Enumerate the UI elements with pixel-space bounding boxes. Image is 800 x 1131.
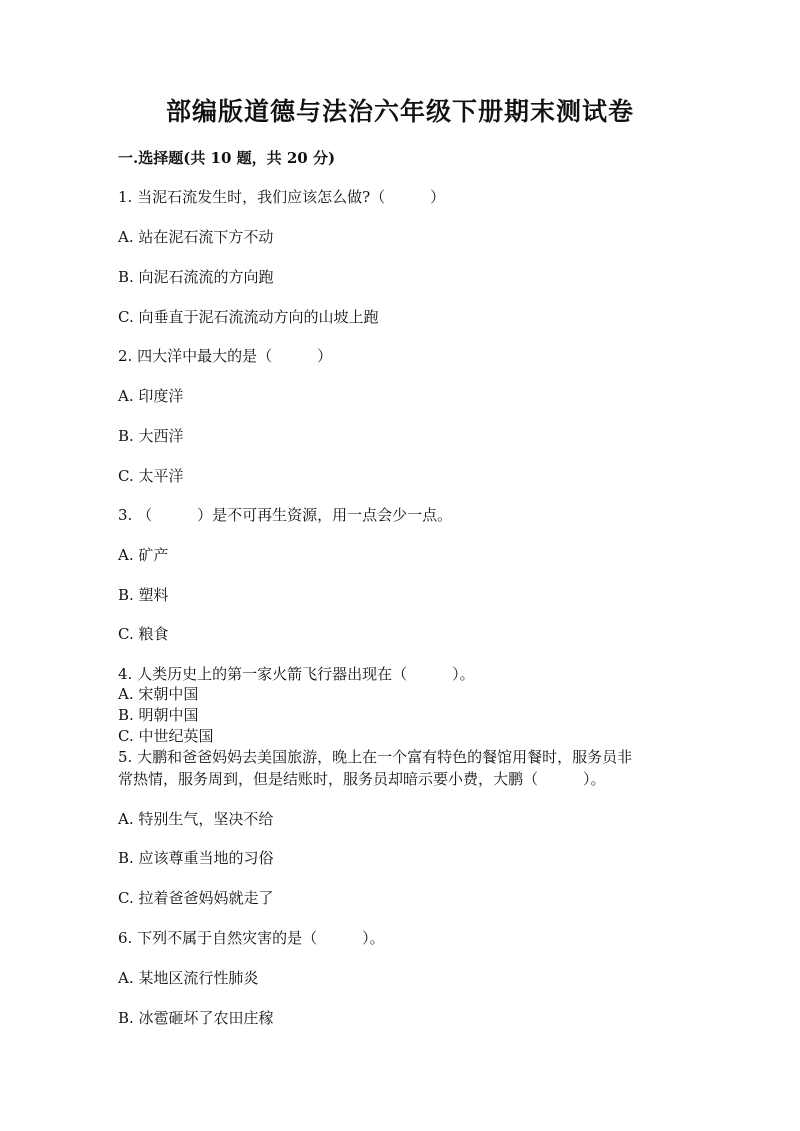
question-2-stem: 2. 四大洋中最大的是（ ） <box>118 347 333 365</box>
question-3-option-b: B. 塑料 <box>118 586 169 604</box>
page-title: 部编版道德与法治六年级下册期末测试卷 <box>165 97 634 126</box>
question-5-option-c: C. 拉着爸爸妈妈就走了 <box>118 889 274 907</box>
question-3-option-a: A. 矿产 <box>118 546 169 564</box>
question-5-option-a: A. 特别生气，坚决不给 <box>118 810 274 828</box>
question-2-option-a: A. 印度洋 <box>118 387 184 405</box>
question-6-stem: 6. 下列不属于自然灾害的是（ ）。 <box>118 929 385 947</box>
question-1-option-b: B. 向泥石流流的方向跑 <box>118 268 274 286</box>
question-4-option-b: B. 明朝中国 <box>118 706 199 724</box>
question-4-option-a: A. 宋朝中国 <box>118 685 199 703</box>
question-4-option-c: C. 中世纪英国 <box>118 727 214 745</box>
question-5-stem-line-2: 常热情，服务周到，但是结账时，服务员却暗示要小费，大鹏（ ）。 <box>118 770 606 788</box>
section-heading: 一.选择题(共 10 题，共 20 分) <box>118 149 336 167</box>
question-6-option-a: A. 某地区流行性肺炎 <box>118 969 259 987</box>
question-6-option-b: B. 冰雹砸坏了农田庄稼 <box>118 1009 274 1027</box>
question-1-option-a: A. 站在泥石流下方不动 <box>118 228 274 246</box>
question-1-option-c: C. 向垂直于泥石流流动方向的山坡上跑 <box>118 308 379 326</box>
question-3-option-c: C. 粮食 <box>118 625 169 643</box>
question-3-stem: 3. （ ）是不可再生资源，用一点会少一点。 <box>118 506 453 524</box>
question-5-option-b: B. 应该尊重当地的习俗 <box>118 849 274 867</box>
question-2-option-c: C. 太平洋 <box>118 467 184 485</box>
question-2-option-b: B. 大西洋 <box>118 427 184 445</box>
question-4-stem: 4. 人类历史上的第一家火箭飞行器出现在（ ）。 <box>118 665 475 683</box>
question-5-stem-line-1: 5. 大鹏和爸爸妈妈去美国旅游，晚上在一个富有特色的餐馆用餐时，服务员非 <box>118 748 633 766</box>
question-1-stem: 1. 当泥石流发生时，我们应该怎么做?（ ） <box>118 188 446 206</box>
